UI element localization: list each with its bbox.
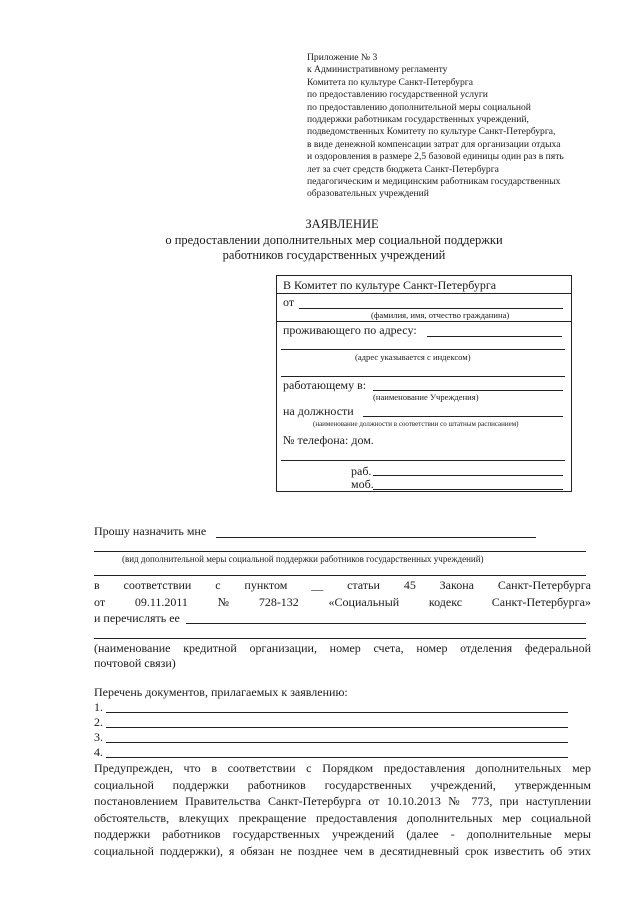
annex-line: по предоставлению дополнительной меры социальной <box>307 101 531 113</box>
annex-line: педагогическим и медицинским работникам государственных <box>307 176 561 188</box>
transfer-field[interactable] <box>186 623 586 624</box>
measure-caption: (вид дополнительной меры социальной поддержки работников государственных учреждений) <box>122 554 484 564</box>
position-caption: (наименование должности в соответствии со штатным расписанием) <box>313 420 519 428</box>
law-word: пунктом <box>244 578 288 592</box>
annex-line: Приложение № 3 <box>307 52 378 63</box>
law-word: Закона <box>439 578 474 592</box>
annex-line: поддержки работникам государственных учреждений, <box>307 114 529 126</box>
bank-caption-1: (наименование кредитной организации, номер счета, номер отделения федеральной <box>94 641 591 655</box>
doc-field-3[interactable] <box>106 742 568 743</box>
box-divider <box>277 321 571 322</box>
law-word: 45 <box>403 578 416 592</box>
from-field[interactable] <box>299 308 563 309</box>
addressee-box <box>276 275 572 492</box>
doc-field-4[interactable] <box>106 757 568 758</box>
phone-label: № телефона: дом. <box>283 433 374 447</box>
work-label: работающему в: <box>283 378 367 392</box>
from-caption: (фамилия, имя, отчество гражданина) <box>371 310 510 320</box>
document-subtitle-1: о предоставлении дополнительных мер социальной поддержки <box>165 233 503 247</box>
annex-line: к Административному регламенту <box>307 64 448 76</box>
transfer-label: и перечислять ее <box>94 611 180 625</box>
law-word: 728-132 <box>258 595 299 609</box>
document-subtitle-2: работников государственных учреждений <box>222 248 446 262</box>
doc-number: 2. <box>94 715 103 729</box>
law-word: __ <box>311 578 324 592</box>
law-word: от <box>94 595 106 609</box>
warning-line: обстоятельств, влекущих прекращение предоставления дополнительных мер социальной <box>94 810 591 825</box>
doc-number: 4. <box>94 745 103 759</box>
request-label: Прошу назначить мне <box>94 524 207 538</box>
warning-line: поддержки работников государственных учреждений (далее - дополнительные меры <box>94 827 591 841</box>
work-caption: (наименование Учреждения) <box>373 392 479 402</box>
law-line-1 <box>94 578 591 593</box>
request-field-3[interactable] <box>94 575 586 576</box>
doc-field-2[interactable] <box>106 727 568 728</box>
from-label: от <box>283 295 295 309</box>
annex-line: по предоставлению государственной услуги <box>307 89 488 101</box>
phone-mob-field[interactable] <box>373 489 563 490</box>
annex-line: и оздоровления в размере 2,5 базовой единицы один раз в пять <box>307 151 564 163</box>
address-label: проживающего по адресу: <box>283 323 417 337</box>
docs-heading: Перечень документов, прилагаемых к заявлению: <box>94 685 348 699</box>
annex-line: образовательных учреждений <box>307 188 429 200</box>
annex-line: в виде денежной компенсации затрат для организации отдыха <box>307 138 561 150</box>
address-field-2[interactable] <box>281 349 565 350</box>
addressee-to: В Комитет по культуре Санкт-Петербурга <box>283 278 497 292</box>
doc-number: 3. <box>94 730 103 744</box>
position-label: на должности <box>283 404 354 418</box>
document-title: ЗАЯВЛЕНИЕ <box>305 217 379 231</box>
law-word: кодекс <box>428 595 463 609</box>
request-field-2[interactable] <box>94 551 586 552</box>
phone-work-field[interactable] <box>373 475 563 476</box>
phone-work-label: раб. <box>351 464 372 478</box>
annex-line: лет за счет средств бюджета Санкт-Петербурга <box>307 163 499 175</box>
annex-block <box>307 52 564 201</box>
doc-field-1[interactable] <box>106 712 568 713</box>
address-caption: (адрес указывается с индексом) <box>355 352 471 362</box>
bank-caption-2: почтовой связи) <box>94 656 176 670</box>
phone-home-field[interactable] <box>281 460 565 461</box>
law-word: с <box>215 578 221 592</box>
law-word: статьи <box>347 578 380 592</box>
warning-paragraph <box>94 760 591 859</box>
position-field[interactable] <box>363 416 563 417</box>
request-field[interactable] <box>216 537 536 538</box>
law-word: № <box>217 595 230 609</box>
law-word: 09.11.2011 <box>134 595 188 609</box>
transfer-field-2[interactable] <box>94 638 586 639</box>
annex-line: Комитета по культуре Санкт-Петербурга <box>307 76 473 88</box>
warning-line: социальной поддержки), я обязан не позднее чем в десятидневный срок известить об этих <box>94 843 591 858</box>
law-word: Санкт-Петербурга» <box>491 595 591 609</box>
warning-line: постановлением Правительства Санкт-Петербурга от 10.10.2013 № 773, при наступлении <box>94 794 591 808</box>
doc-number: 1. <box>94 700 103 714</box>
phone-mob-label: моб. <box>351 477 374 491</box>
work-field[interactable] <box>373 390 563 391</box>
law-word: Санкт-Петербурга <box>497 578 591 592</box>
warning-line: социальной поддержки работников государственных учреждений, утвержденным <box>94 777 591 792</box>
address-field-3[interactable] <box>281 376 565 377</box>
address-field[interactable] <box>427 336 562 337</box>
box-divider <box>277 293 571 294</box>
warning-line: Предупрежден, что в соответствии с Порядком предоставления дополнительных мер <box>94 761 591 775</box>
annex-line: подведомственных Комитету по культуре Санкт-Петербурга, <box>307 126 556 138</box>
law-word: соответствии <box>123 578 192 592</box>
law-word: «Социальный <box>328 595 400 609</box>
law-word: в <box>94 578 100 592</box>
law-line-2 <box>94 595 591 610</box>
